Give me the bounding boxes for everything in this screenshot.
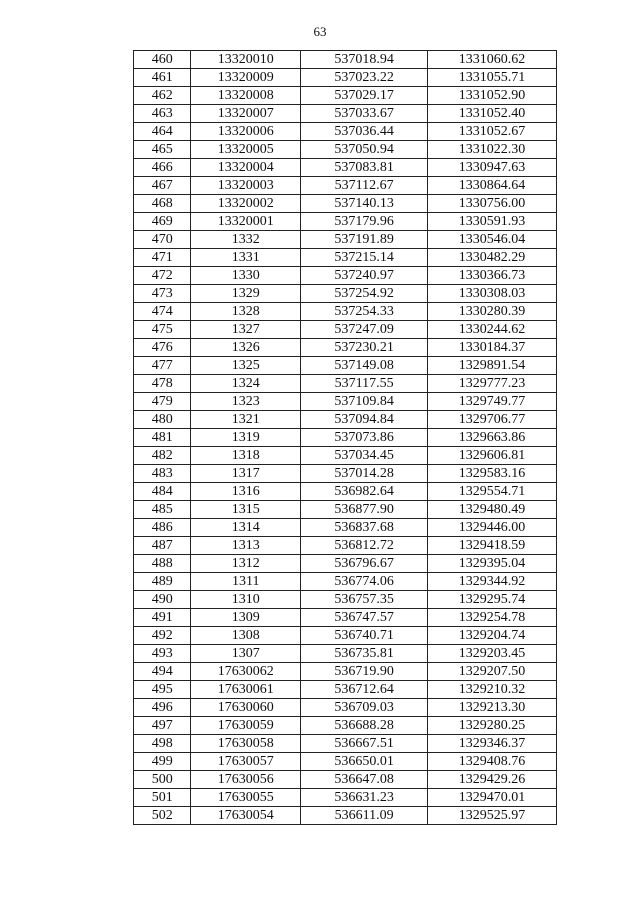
table-row — [134, 447, 557, 465]
y-coordinate-cell: 1329470.01 — [428, 789, 557, 807]
point-id-cell: 1307 — [191, 645, 301, 663]
row-index-cell: 471 — [134, 249, 191, 267]
row-index-cell: 499 — [134, 753, 191, 771]
point-id-cell: 1329 — [191, 285, 301, 303]
x-coordinate-cell: 536631.23 — [301, 789, 428, 807]
y-coordinate-cell: 1329280.25 — [428, 717, 557, 735]
y-coordinate-cell: 1329583.16 — [428, 465, 557, 483]
x-coordinate-cell: 537240.97 — [301, 267, 428, 285]
x-coordinate-cell: 536982.64 — [301, 483, 428, 501]
table-row — [134, 699, 557, 717]
table-row — [134, 339, 557, 357]
row-index-cell: 477 — [134, 357, 191, 375]
row-index-cell: 475 — [134, 321, 191, 339]
row-index-cell: 488 — [134, 555, 191, 573]
x-coordinate-cell: 537034.45 — [301, 447, 428, 465]
y-coordinate-cell: 1331052.67 — [428, 123, 557, 141]
table-row — [134, 267, 557, 285]
y-coordinate-cell: 1329210.32 — [428, 681, 557, 699]
table-row — [134, 717, 557, 735]
point-id-cell: 1319 — [191, 429, 301, 447]
point-id-cell: 13320004 — [191, 159, 301, 177]
x-coordinate-cell: 536611.09 — [301, 807, 428, 825]
point-id-cell: 17630060 — [191, 699, 301, 717]
x-coordinate-cell: 537109.84 — [301, 393, 428, 411]
table-row — [134, 159, 557, 177]
y-coordinate-cell: 1329663.86 — [428, 429, 557, 447]
point-id-cell: 17630058 — [191, 735, 301, 753]
y-coordinate-cell: 1329408.76 — [428, 753, 557, 771]
y-coordinate-cell: 1329254.78 — [428, 609, 557, 627]
y-coordinate-cell: 1330244.62 — [428, 321, 557, 339]
y-coordinate-cell: 1330184.37 — [428, 339, 557, 357]
row-index-cell: 461 — [134, 69, 191, 87]
y-coordinate-cell: 1330591.93 — [428, 213, 557, 231]
point-id-cell: 1316 — [191, 483, 301, 501]
row-index-cell: 479 — [134, 393, 191, 411]
y-coordinate-cell: 1329204.74 — [428, 627, 557, 645]
row-index-cell: 493 — [134, 645, 191, 663]
row-index-cell: 460 — [134, 51, 191, 69]
x-coordinate-cell: 536774.06 — [301, 573, 428, 591]
row-index-cell: 469 — [134, 213, 191, 231]
coordinates-table — [133, 50, 557, 825]
table-row — [134, 807, 557, 825]
point-id-cell: 1308 — [191, 627, 301, 645]
x-coordinate-cell: 536709.03 — [301, 699, 428, 717]
y-coordinate-cell: 1329554.71 — [428, 483, 557, 501]
table-row — [134, 627, 557, 645]
y-coordinate-cell: 1331055.71 — [428, 69, 557, 87]
row-index-cell: 497 — [134, 717, 191, 735]
x-coordinate-cell: 537036.44 — [301, 123, 428, 141]
table-row — [134, 51, 557, 69]
x-coordinate-cell: 537215.14 — [301, 249, 428, 267]
point-id-cell: 13320001 — [191, 213, 301, 231]
x-coordinate-cell: 537018.94 — [301, 51, 428, 69]
table-row — [134, 501, 557, 519]
row-index-cell: 483 — [134, 465, 191, 483]
point-id-cell: 1313 — [191, 537, 301, 555]
row-index-cell: 498 — [134, 735, 191, 753]
y-coordinate-cell: 1329346.37 — [428, 735, 557, 753]
row-index-cell: 480 — [134, 411, 191, 429]
row-index-cell: 481 — [134, 429, 191, 447]
point-id-cell: 17630054 — [191, 807, 301, 825]
table-row — [134, 303, 557, 321]
y-coordinate-cell: 1329395.04 — [428, 555, 557, 573]
point-id-cell: 13320009 — [191, 69, 301, 87]
x-coordinate-cell: 536647.08 — [301, 771, 428, 789]
point-id-cell: 17630059 — [191, 717, 301, 735]
x-coordinate-cell: 537247.09 — [301, 321, 428, 339]
y-coordinate-cell: 1329295.74 — [428, 591, 557, 609]
x-coordinate-cell: 537014.28 — [301, 465, 428, 483]
x-coordinate-cell: 536667.51 — [301, 735, 428, 753]
point-id-cell: 17630056 — [191, 771, 301, 789]
x-coordinate-cell: 536688.28 — [301, 717, 428, 735]
row-index-cell: 465 — [134, 141, 191, 159]
table-row — [134, 357, 557, 375]
x-coordinate-cell: 537094.84 — [301, 411, 428, 429]
x-coordinate-cell: 536837.68 — [301, 519, 428, 537]
point-id-cell: 13320006 — [191, 123, 301, 141]
x-coordinate-cell: 537254.92 — [301, 285, 428, 303]
y-coordinate-cell: 1331060.62 — [428, 51, 557, 69]
y-coordinate-cell: 1329749.77 — [428, 393, 557, 411]
y-coordinate-cell: 1329891.54 — [428, 357, 557, 375]
table-row — [134, 645, 557, 663]
table-row — [134, 141, 557, 159]
x-coordinate-cell: 536757.35 — [301, 591, 428, 609]
table-row — [134, 393, 557, 411]
point-id-cell: 1327 — [191, 321, 301, 339]
row-index-cell: 473 — [134, 285, 191, 303]
x-coordinate-cell: 536719.90 — [301, 663, 428, 681]
y-coordinate-cell: 1329418.59 — [428, 537, 557, 555]
row-index-cell: 494 — [134, 663, 191, 681]
table-row — [134, 105, 557, 123]
y-coordinate-cell: 1329446.00 — [428, 519, 557, 537]
table-row — [134, 231, 557, 249]
y-coordinate-cell: 1330308.03 — [428, 285, 557, 303]
table-row — [134, 555, 557, 573]
y-coordinate-cell: 1330482.29 — [428, 249, 557, 267]
point-id-cell: 17630061 — [191, 681, 301, 699]
table-row — [134, 537, 557, 555]
point-id-cell: 17630057 — [191, 753, 301, 771]
row-index-cell: 478 — [134, 375, 191, 393]
row-index-cell: 491 — [134, 609, 191, 627]
point-id-cell: 13320005 — [191, 141, 301, 159]
table-row — [134, 249, 557, 267]
table-row — [134, 483, 557, 501]
x-coordinate-cell: 537083.81 — [301, 159, 428, 177]
x-coordinate-cell: 537073.86 — [301, 429, 428, 447]
table-row — [134, 735, 557, 753]
row-index-cell: 468 — [134, 195, 191, 213]
x-coordinate-cell: 537191.89 — [301, 231, 428, 249]
table-row — [134, 753, 557, 771]
row-index-cell: 487 — [134, 537, 191, 555]
point-id-cell: 13320007 — [191, 105, 301, 123]
point-id-cell: 13320010 — [191, 51, 301, 69]
table-row — [134, 609, 557, 627]
row-index-cell: 496 — [134, 699, 191, 717]
row-index-cell: 501 — [134, 789, 191, 807]
y-coordinate-cell: 1329429.26 — [428, 771, 557, 789]
x-coordinate-cell: 537033.67 — [301, 105, 428, 123]
table-row — [134, 591, 557, 609]
row-index-cell: 467 — [134, 177, 191, 195]
point-id-cell: 1323 — [191, 393, 301, 411]
x-coordinate-cell: 537117.55 — [301, 375, 428, 393]
point-id-cell: 1331 — [191, 249, 301, 267]
table-row — [134, 321, 557, 339]
point-id-cell: 17630055 — [191, 789, 301, 807]
y-coordinate-cell: 1329706.77 — [428, 411, 557, 429]
y-coordinate-cell: 1331052.40 — [428, 105, 557, 123]
row-index-cell: 482 — [134, 447, 191, 465]
y-coordinate-cell: 1329207.50 — [428, 663, 557, 681]
row-index-cell: 474 — [134, 303, 191, 321]
point-id-cell: 1330 — [191, 267, 301, 285]
y-coordinate-cell: 1331022.30 — [428, 141, 557, 159]
row-index-cell: 490 — [134, 591, 191, 609]
row-index-cell: 495 — [134, 681, 191, 699]
x-coordinate-cell: 536812.72 — [301, 537, 428, 555]
x-coordinate-cell: 536650.01 — [301, 753, 428, 771]
row-index-cell: 466 — [134, 159, 191, 177]
x-coordinate-cell: 536796.67 — [301, 555, 428, 573]
x-coordinate-cell: 537149.08 — [301, 357, 428, 375]
table-row — [134, 69, 557, 87]
x-coordinate-cell: 537179.96 — [301, 213, 428, 231]
point-id-cell: 1324 — [191, 375, 301, 393]
y-coordinate-cell: 1329213.30 — [428, 699, 557, 717]
point-id-cell: 1328 — [191, 303, 301, 321]
x-coordinate-cell: 536740.71 — [301, 627, 428, 645]
point-id-cell: 1326 — [191, 339, 301, 357]
point-id-cell: 1314 — [191, 519, 301, 537]
y-coordinate-cell: 1330546.04 — [428, 231, 557, 249]
row-index-cell: 476 — [134, 339, 191, 357]
point-id-cell: 17630062 — [191, 663, 301, 681]
table-row — [134, 177, 557, 195]
row-index-cell: 502 — [134, 807, 191, 825]
point-id-cell: 1310 — [191, 591, 301, 609]
point-id-cell: 1311 — [191, 573, 301, 591]
table-row — [134, 465, 557, 483]
point-id-cell: 1309 — [191, 609, 301, 627]
x-coordinate-cell: 537023.22 — [301, 69, 428, 87]
point-id-cell: 1332 — [191, 231, 301, 249]
point-id-cell: 1321 — [191, 411, 301, 429]
row-index-cell: 463 — [134, 105, 191, 123]
table-body — [134, 51, 557, 825]
x-coordinate-cell: 537050.94 — [301, 141, 428, 159]
table-row — [134, 429, 557, 447]
y-coordinate-cell: 1329606.81 — [428, 447, 557, 465]
table-row — [134, 519, 557, 537]
point-id-cell: 1325 — [191, 357, 301, 375]
row-index-cell: 489 — [134, 573, 191, 591]
row-index-cell: 485 — [134, 501, 191, 519]
table-row — [134, 681, 557, 699]
x-coordinate-cell: 536747.57 — [301, 609, 428, 627]
row-index-cell: 464 — [134, 123, 191, 141]
point-id-cell: 13320002 — [191, 195, 301, 213]
row-index-cell: 486 — [134, 519, 191, 537]
x-coordinate-cell: 536735.81 — [301, 645, 428, 663]
x-coordinate-cell: 536877.90 — [301, 501, 428, 519]
y-coordinate-cell: 1329203.45 — [428, 645, 557, 663]
y-coordinate-cell: 1329777.23 — [428, 375, 557, 393]
y-coordinate-cell: 1329525.97 — [428, 807, 557, 825]
x-coordinate-cell: 537140.13 — [301, 195, 428, 213]
row-index-cell: 484 — [134, 483, 191, 501]
row-index-cell: 462 — [134, 87, 191, 105]
row-index-cell: 472 — [134, 267, 191, 285]
x-coordinate-cell: 536712.64 — [301, 681, 428, 699]
y-coordinate-cell: 1330366.73 — [428, 267, 557, 285]
y-coordinate-cell: 1331052.90 — [428, 87, 557, 105]
y-coordinate-cell: 1329480.49 — [428, 501, 557, 519]
y-coordinate-cell: 1330947.63 — [428, 159, 557, 177]
point-id-cell: 13320008 — [191, 87, 301, 105]
x-coordinate-cell: 537230.21 — [301, 339, 428, 357]
point-id-cell: 1312 — [191, 555, 301, 573]
table-row — [134, 195, 557, 213]
page-number: 63 — [313, 24, 327, 39]
table-row — [134, 573, 557, 591]
point-id-cell: 13320003 — [191, 177, 301, 195]
table-row — [134, 663, 557, 681]
point-id-cell: 1317 — [191, 465, 301, 483]
table-row — [134, 771, 557, 789]
row-index-cell: 492 — [134, 627, 191, 645]
y-coordinate-cell: 1330280.39 — [428, 303, 557, 321]
table-row — [134, 123, 557, 141]
row-index-cell: 470 — [134, 231, 191, 249]
x-coordinate-cell: 537029.17 — [301, 87, 428, 105]
y-coordinate-cell: 1330756.00 — [428, 195, 557, 213]
point-id-cell: 1318 — [191, 447, 301, 465]
y-coordinate-cell: 1330864.64 — [428, 177, 557, 195]
point-id-cell: 1315 — [191, 501, 301, 519]
table-row — [134, 375, 557, 393]
x-coordinate-cell: 537254.33 — [301, 303, 428, 321]
table-row — [134, 411, 557, 429]
table-row — [134, 213, 557, 231]
x-coordinate-cell: 537112.67 — [301, 177, 428, 195]
table-row — [134, 789, 557, 807]
table-row — [134, 285, 557, 303]
row-index-cell: 500 — [134, 771, 191, 789]
table-row — [134, 87, 557, 105]
y-coordinate-cell: 1329344.92 — [428, 573, 557, 591]
